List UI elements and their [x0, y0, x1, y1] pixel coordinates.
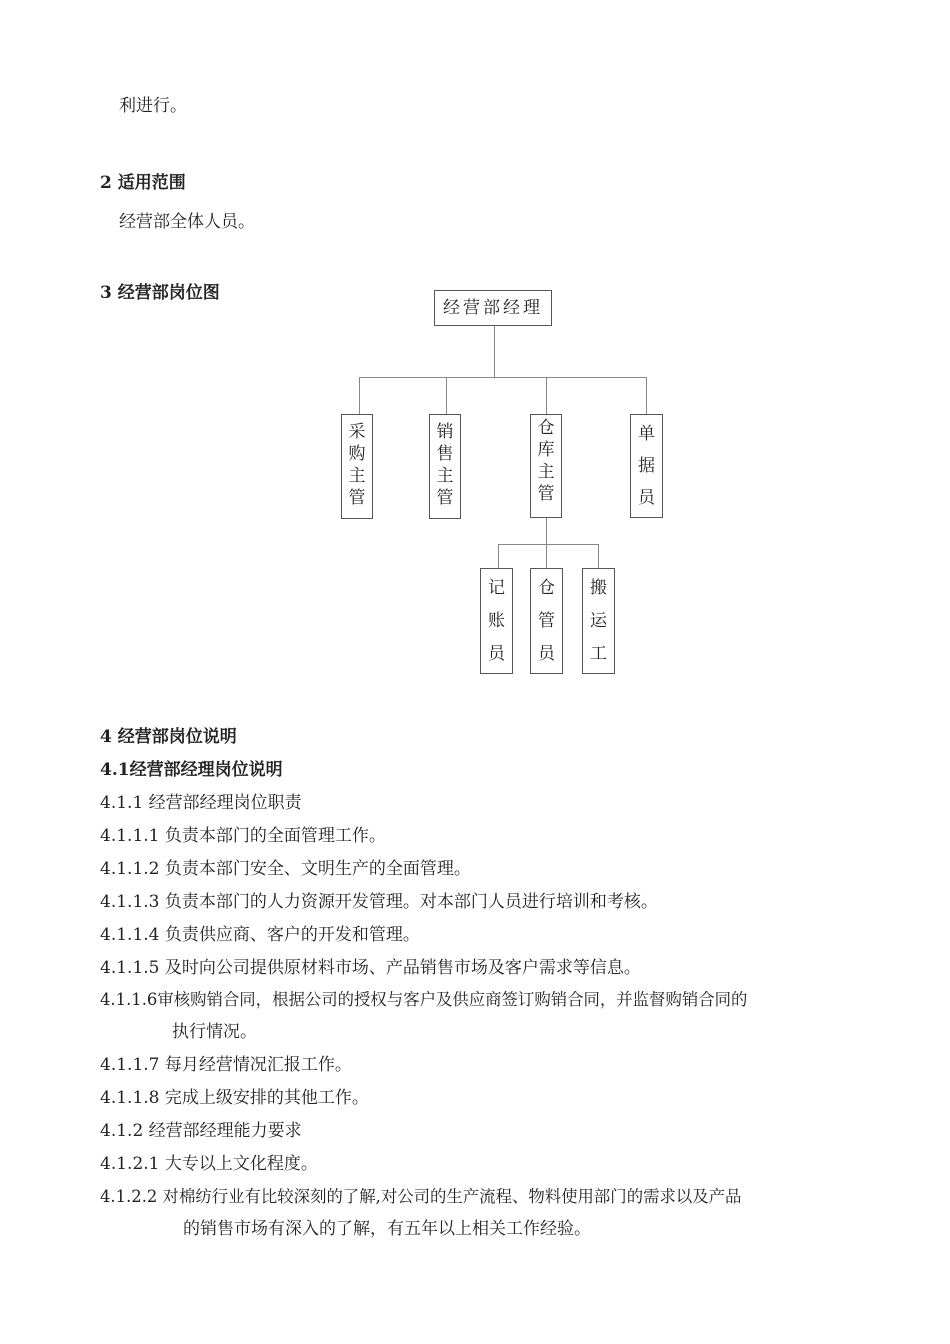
org-node-char: 记 [488, 578, 505, 598]
connector-line [546, 544, 547, 568]
item-line: 4.1.1 经营部经理岗位职责 [100, 793, 302, 813]
org-node-char: 主 [537, 462, 555, 482]
org-node-char: 员 [538, 644, 555, 664]
org-node-char: 主 [436, 466, 454, 486]
org-node-warehouse-supervisor [530, 414, 562, 518]
org-node-char: 搬 [590, 578, 607, 598]
connector-line [646, 377, 647, 414]
org-node-document-clerk [630, 414, 663, 518]
connector-line [498, 544, 598, 545]
org-node-porter [582, 568, 615, 674]
org-node-char: 据 [638, 456, 655, 476]
org-node-char: 管 [538, 611, 555, 631]
connector-line [494, 326, 495, 378]
org-node-char: 仓 [537, 418, 555, 438]
org-node-purchasing-supervisor [341, 414, 373, 519]
section-2-heading: 2 适用范围 [100, 173, 186, 193]
org-node-char: 管 [537, 484, 555, 504]
item-line: 4.1.1.7 每月经营情况汇报工作。 [100, 1055, 352, 1075]
org-node-char: 管 [436, 488, 454, 508]
org-node-char: 采 [348, 422, 366, 442]
continuation-text: 利进行。 [119, 96, 187, 116]
item-line: 4.1.1.1 负责本部门的全面管理工作。 [100, 826, 386, 846]
item-line-continued: 执行情况。 [172, 1022, 257, 1042]
connector-line [598, 544, 599, 568]
section-4-1-heading: 4.1经营部经理岗位说明 [100, 760, 283, 780]
org-node-bookkeeper [480, 568, 513, 674]
org-node-char: 员 [488, 644, 505, 664]
section-2-body: 经营部全体人员。 [119, 212, 255, 232]
org-node-char: 单 [638, 424, 655, 444]
item-line: 4.1.1.3 负责本部门的人力资源开发管理。对本部门人员进行培训和考核。 [100, 892, 658, 912]
org-node-char: 仓 [538, 578, 555, 598]
item-line: 4.1.1.4 负责供应商、客户的开发和管理。 [100, 925, 420, 945]
org-node-char: 主 [348, 466, 366, 486]
item-line: 4.1.2.2 对棉纺行业有比较深刻的了解,对公司的生产流程、物料使用部门的需求以及产品 [100, 1187, 742, 1206]
item-line: 4.1.2.1 大专以上文化程度。 [100, 1154, 318, 1174]
item-line: 4.1.1.2 负责本部门安全、文明生产的全面管理。 [100, 859, 471, 879]
org-node-sales-supervisor [429, 414, 461, 519]
item-line: 4.1.2 经营部经理能力要求 [100, 1121, 302, 1141]
org-node-char: 销 [436, 422, 454, 442]
org-node-char: 库 [537, 440, 555, 460]
section-3-heading: 3 经营部岗位图 [100, 283, 220, 303]
item-line-continued: 的销售市场有深入的了解，有五年以上相关工作经验。 [183, 1219, 591, 1239]
item-line: 4.1.1.5 及时向公司提供原材料市场、产品销售市场及客户需求等信息。 [100, 958, 641, 978]
connector-line [546, 377, 547, 414]
org-node-root: 经营部经理 [434, 290, 552, 326]
org-node-char: 购 [348, 444, 366, 464]
org-node-char: 运 [590, 611, 607, 631]
section-4-heading: 4 经营部岗位说明 [100, 727, 237, 747]
connector-line [498, 544, 499, 568]
org-node-char: 售 [436, 444, 454, 464]
org-node-char: 管 [348, 488, 366, 508]
item-line: 4.1.1.8 完成上级安排的其他工作。 [100, 1088, 369, 1108]
org-node-warehouse-keeper [530, 568, 563, 674]
org-node-char: 工 [590, 644, 607, 664]
item-line: 4.1.1.6审核购销合同，根据公司的授权与客户及供应商签订购销合同，并监督购销合同的 [100, 990, 748, 1009]
connector-line [359, 377, 647, 378]
org-node-char: 员 [638, 488, 655, 508]
connector-line [446, 377, 447, 414]
connector-line [359, 377, 360, 414]
connector-line [546, 518, 547, 545]
org-node-char: 账 [488, 611, 505, 631]
